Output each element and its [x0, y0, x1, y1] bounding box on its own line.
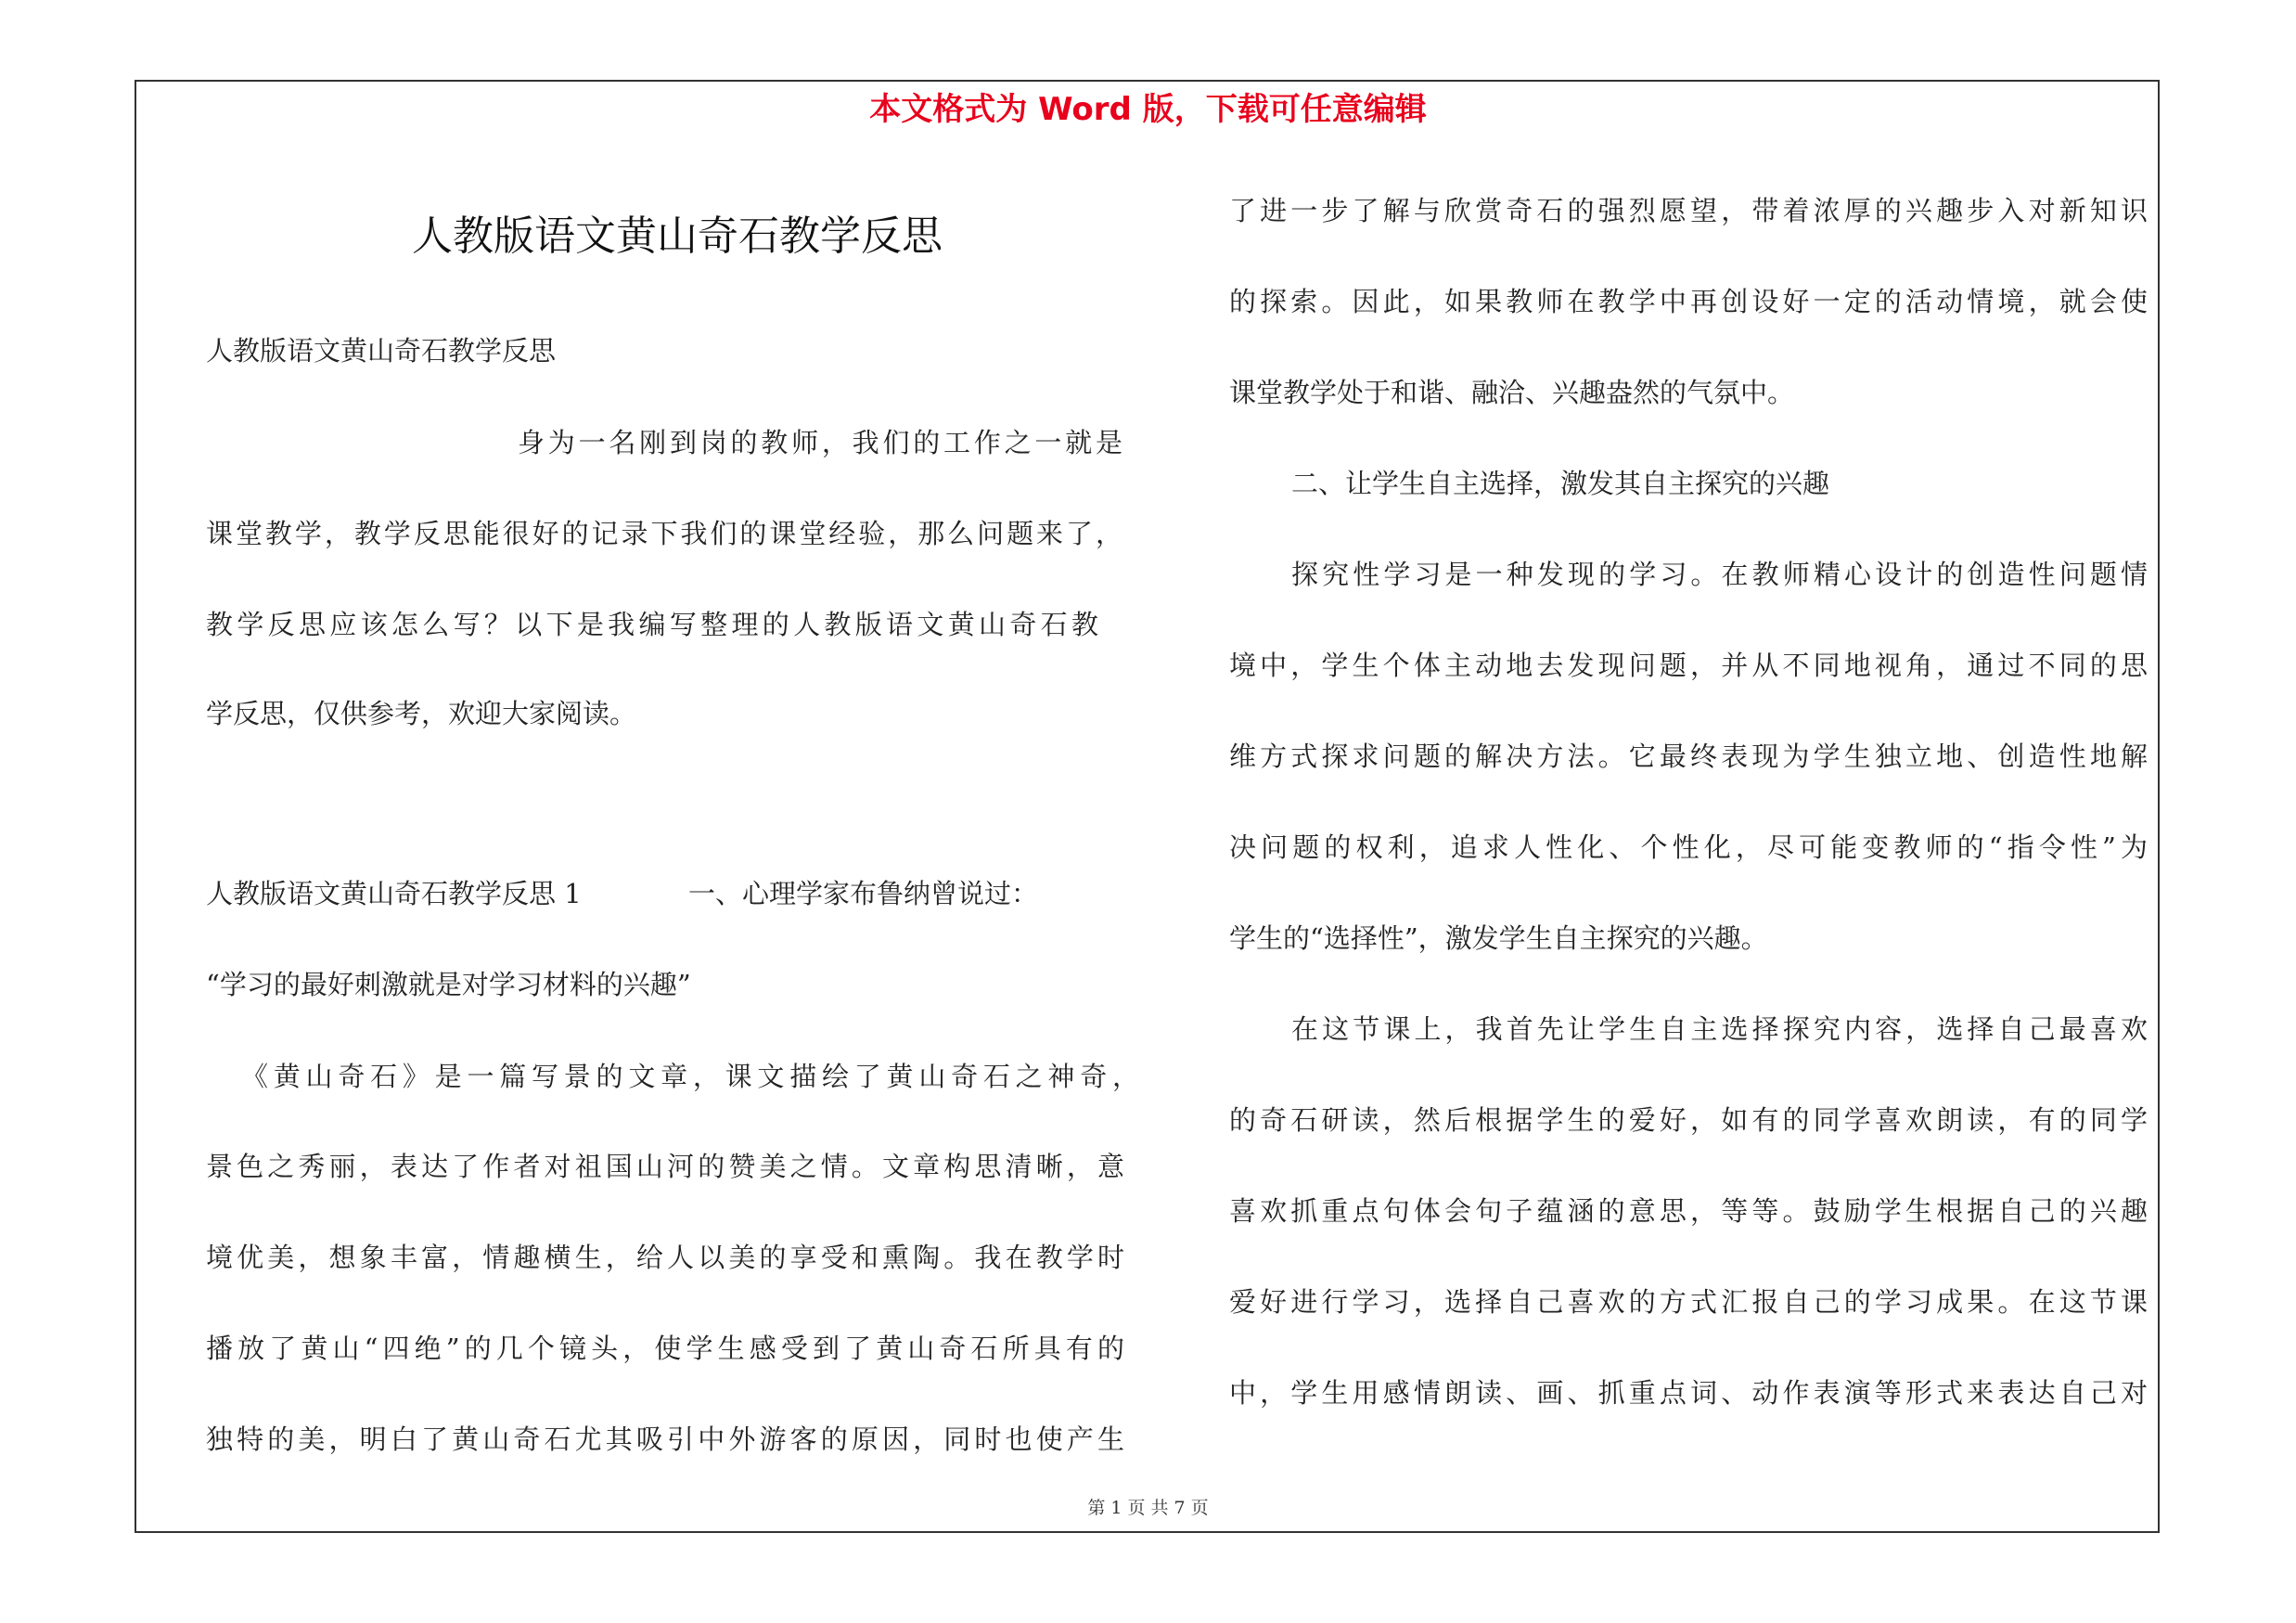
- text-line: 了进一步了解与欣赏奇石的强烈愿望，带着浓厚的兴趣步入对新知识: [1229, 195, 2148, 226]
- text-line: 的奇石研读，然后根据学生的爱好，如有的同学喜欢朗读，有的同学: [1229, 1104, 2148, 1136]
- text-line: 境优美，想象丰富，情趣横生，给人以美的享受和熏陶。我在教学时: [206, 1242, 1124, 1273]
- section-heading: 人教版语文黄山奇石教学反思 1: [206, 878, 582, 909]
- text-line: 课堂教学，教学反思能很好的记录下我们的课堂经验，那么问题来了，: [206, 518, 1122, 549]
- text-line: 身为一名刚到岗的教师，我们的工作之一就是: [518, 427, 1122, 458]
- text-line: 中，学生用感情朗读、画、抓重点词、动作表演等形式来表达自己对: [1229, 1377, 2148, 1409]
- text-line: 喜欢抓重点句体会句子蕴涵的意思，等等。鼓励学生根据自己的兴趣: [1229, 1195, 2148, 1227]
- text-line: 在这节课上，我首先让学生自主选择探究内容，选择自己最喜欢: [1291, 1013, 2148, 1045]
- subtitle-line: 人教版语文黄山奇石教学反思: [206, 335, 557, 367]
- text-line: 一、心理学家布鲁纳曾说过：: [688, 878, 1039, 909]
- text-line: 景色之秀丽，表达了作者对祖国山河的赞美之情。文章构思清晰，意: [206, 1151, 1124, 1182]
- document-title: 人教版语文黄山奇石教学反思: [412, 213, 943, 260]
- text-line: “学习的最好刺激就是对学习材料的兴趣”: [206, 969, 691, 1000]
- text-line: 的探索。因此，如果教师在教学中再创设好一定的活动情境，就会使: [1229, 286, 2148, 317]
- text-line: 维方式探求问题的解决方法。它最终表现为学生独立地、创造性地解: [1229, 741, 2148, 772]
- text-line: 学生的“选择性”，激发学生自主探究的兴趣。: [1229, 922, 1768, 954]
- text-line: 爱好进行学习，选择自己喜欢的方式汇报自己的学习成果。在这节课: [1229, 1286, 2148, 1318]
- page-number: 第 1 页 共 7 页: [1087, 1498, 1209, 1518]
- text-line: 境中，学生个体主动地去发现问题，并从不同地视角，通过不同的思: [1229, 650, 2148, 681]
- text-line: 《黄山奇石》是一篇写景的文章，课文描绘了黄山奇石之神奇，: [241, 1061, 1139, 1092]
- word-format-banner: 本文格式为 Word 版，下载可任意编辑: [869, 91, 1427, 128]
- text-line: 教学反思应该怎么写？以下是我编写整理的人教版语文黄山奇石教: [206, 609, 1098, 640]
- text-line: 课堂教学处于和谐、融洽、兴趣盎然的气氛中。: [1229, 377, 1795, 408]
- section-heading: 二、让学生自主选择，激发其自主探究的兴趣: [1291, 468, 1830, 499]
- text-line: 学反思，仅供参考，欢迎大家阅读。: [206, 698, 637, 729]
- text-line: 独特的美，明白了黄山奇石尤其吸引中外游客的原因，同时也使产生: [206, 1423, 1124, 1455]
- text-line: 探究性学习是一种发现的学习。在教师精心设计的创造性问题情: [1291, 559, 2148, 590]
- text-line: 决问题的权利，追求人性化、个性化，尽可能变教师的“指令性”为: [1229, 831, 2148, 863]
- text-line: 播放了黄山“四绝”的几个镜头，使学生感受到了黄山奇石所具有的: [206, 1333, 1124, 1364]
